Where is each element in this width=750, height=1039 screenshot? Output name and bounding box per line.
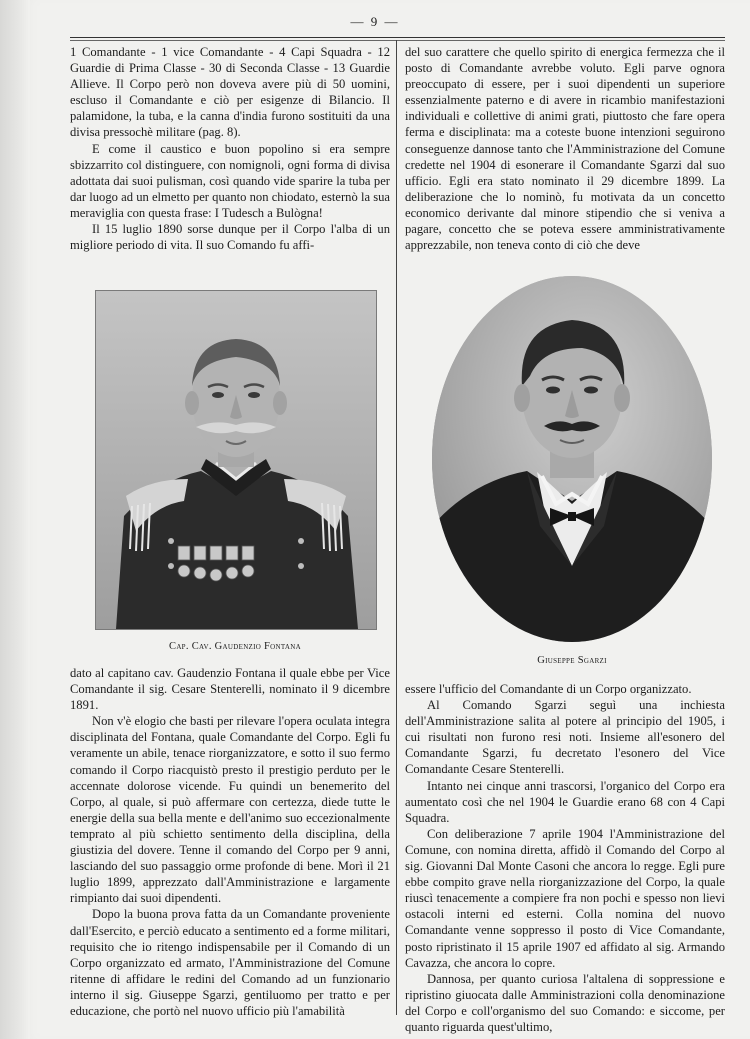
page-number: — 9 — [350,14,400,29]
header-rule [70,37,725,38]
paragraph: Il 15 luglio 1890 sorse dunque per il Corpo l'alba di un migliore periodo di vita. Il suo Comando fu affi- [70,222,390,253]
portrait-photo-fontana [95,290,377,630]
paragraph: Con deliberazione 7 aprile 1904 l'Amministrazione del Comune, con nomina diretta, affidò il Comando del Corpo al sig. Giovanni Dal Monte Casoni che ancora lo regge. Egli pure ebbe compito grave nella riorganizzazione del Corpo, la quale riuscì tenacemente a compiere fra non pochi e spesso non lievi ostacoli interni ed esterni. Colla nomina del nuovo Comandante venne soppresso il posto di Vice Comandante, posto ripristinato il 15 aprile 1907 ed affidato al sig. Armando Cavazza, che ancora lo copre. [405,826,725,970]
portrait-caption-right: Giuseppe Sgarzi [537,655,607,666]
text-column-bottom-right [405,681,725,1035]
paragraph: del suo carattere che quello spirito di energica fermezza che il posto di Comandante avrebbe voluto. Egli parve ognora preoccupato di essere, per i suoi dipendenti un superiore essenzialmente paterno e di avere in ricambio manifestazioni individuali e collettive di animi grati, piuttosto che fare opera ferma e disciplinata: ma a coteste buone intenzioni seguirono conseguenze dannose tanto che l'Amministrazione del Comune credette nel 1904 di esonerare il Comandante Sgarzi dal suo ufficio. Egli era stato nominato il 29 dicembre 1899. La deliberazione che lo nominò, fu motivata da un concetto economico derivante dal minore stipendio che si veniva a pagare, concetto che se poteva essere amministrativamente apprezzabile, non teneva conto di ciò che deve [405,45,725,253]
text-column-top-left [70,44,390,253]
paragraph: dato al capitano cav. Gaudenzio Fontana il quale ebbe per Vice Comandante il sig. Cesare Stenterelli, nominato il 9 dicembre 1891. [70,666,390,713]
text-column-top-right [405,44,725,253]
paragraph: Intanto nei cinque anni trascorsi, l'organico del Corpo era aumentato così che nel 1904 le Guardie erano 68 con 4 Capi Squadra. [405,778,725,825]
paragraph: 1 Comandante - 1 vice Comandante - 4 Capi Squadra - 12 Guardie di Prima Classe - 30 di Seconda Classe - 13 Guardie Allieve. Il Corpo però non doveva avere più di 50 uomini, escluso il Comandante e ciò per esigenze di Bilancio. Il palamidone, la tuba, e la canna d'india furono sostituiti da una divisa pressochè militare (pag. 8). [70,45,390,140]
paragraph: E come il caustico e buon popolino si era sempre sbizzarrito col distinguere, con nomignoli, ogni forma di divisa adottata dai suoi pulisman, così quando vide sparire la tuba per dar luogo ad un elmetto per quanto non chiodato, esternò la sua meraviglia con questa frase: I Tudesch a Bulògna! [70,141,390,220]
portrait-illustration [432,276,712,642]
header-rule-secondary [70,40,725,41]
column-divider [396,40,397,1015]
paragraph: Dannosa, per quanto curiosa l'altalena di soppressione e ripristino giuocata dalle Amministrazioni colla denominazione del Corpo e coll'organismo del suo Comando: e siccome, per quanto riguarda quest'ultimo, [405,971,725,1034]
text-column-bottom-left [70,665,390,1019]
portrait-illustration [96,291,376,629]
paragraph: Dopo la buona prova fatta da un Comandante proveniente dall'Esercito, e perciò educato a sentimento ed a forme militari, requisito che io ritengo indispensabile per il Comando di un Corpo organizzato ed armato, l'Amministrazione del Comune ritenne di affidare le redini del Comando ad un funzionario interno il sig. Giuseppe Sgarzi, gentiluomo per tratto e per educazione, che portò nel nuovo ufficio più l'amabilità [70,907,390,1018]
page-gutter [0,0,30,1039]
paragraph: Non v'è elogio che basti per rilevare l'opera oculata integra disciplinata del Fontana, quale Comandante del Corpo. Egli fu veramente un abile, tenace riorganizzatore, e sotto il suo fermo comando il Corpo riacquistò presto il prestigio perduto per le accennate dolorose vicende. Fu quindi un benemerito del Corpo, al quale, si può affermare con certezza, diede tutte le energie della sua bella mente e dell'animo suo eccezionalmente temprato al più schietto sentimento della disciplina, della giustizia del dovere. Tenne il comando del Corpo per 9 anni, lasciando del suo passaggio orme profonde di bene. Morì il 21 luglio 1899, apprezzato dall'Amministrazione e largamente rimpianto dai suoi dipendenti. [70,714,390,906]
paragraph: essere l'ufficio del Comandante di un Corpo organizzato. [405,682,692,696]
portrait-photo-sgarzi [432,276,712,642]
paragraph: Al Comando Sgarzi seguì una inchiesta dell'Amministrazione salita al potere al principio del 1905, i cui risultati non furono resi noti. Insieme all'esonero del Comandante Sgarzi, fu decretato l'esonero del Vice Comandante Cesare Stenterelli. [405,698,725,777]
portrait-caption-left: Cap. Cav. Gaudenzio Fontana [169,641,301,652]
